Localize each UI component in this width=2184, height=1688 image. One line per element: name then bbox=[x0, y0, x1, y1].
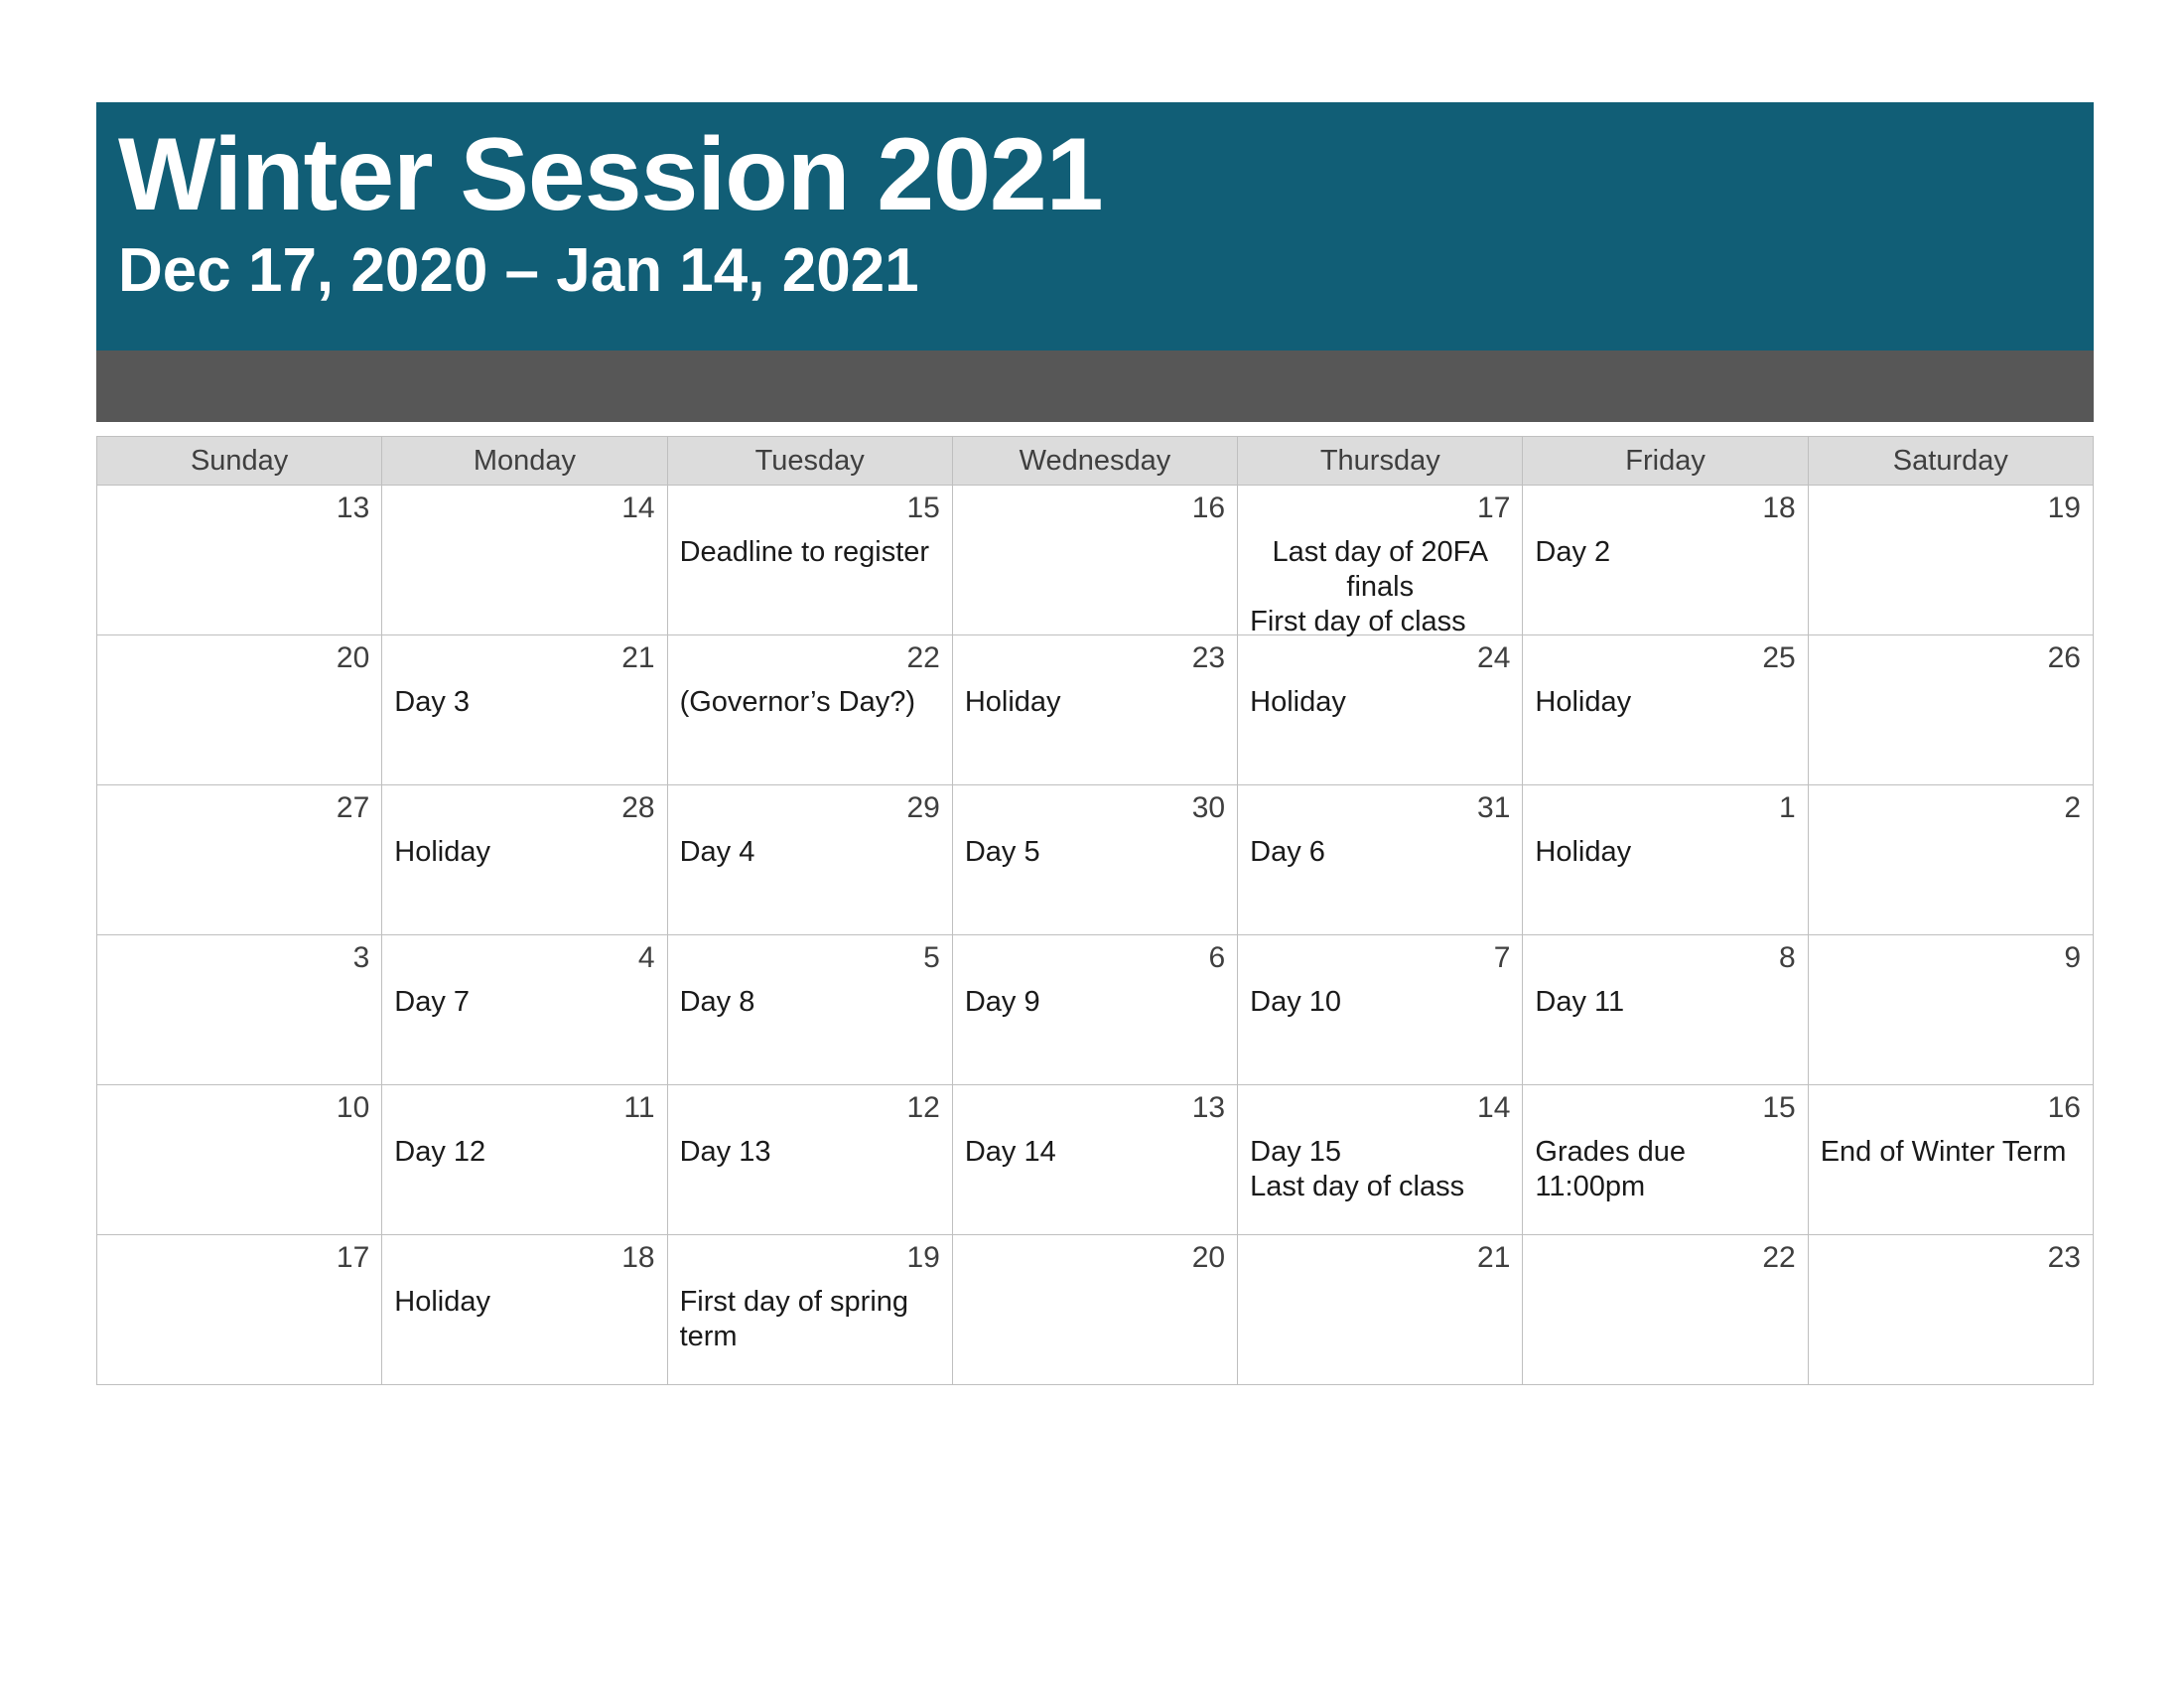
calendar-week-row bbox=[97, 1235, 2094, 1385]
day-number: 20 bbox=[1191, 1241, 1226, 1274]
day-cell-content bbox=[97, 486, 381, 634]
day-number: 12 bbox=[906, 1091, 940, 1124]
day-events bbox=[965, 1135, 1225, 1170]
day-number: 18 bbox=[621, 1241, 655, 1274]
calendar-day-cell[interactable] bbox=[1808, 1085, 2093, 1235]
event-text: Day 13 bbox=[679, 1136, 771, 1168]
day-number: 19 bbox=[2047, 492, 2081, 524]
day-cell-content bbox=[1523, 785, 1807, 934]
calendar-day-cell[interactable] bbox=[1238, 635, 1523, 785]
day-events bbox=[1250, 685, 1510, 720]
calendar-day-cell[interactable] bbox=[952, 935, 1237, 1085]
day-cell-content bbox=[1238, 785, 1522, 934]
day-number: 1 bbox=[1779, 791, 1796, 824]
day-cell-content bbox=[1238, 1235, 1522, 1384]
day-number: 9 bbox=[2064, 941, 2081, 974]
day-events bbox=[1250, 835, 1510, 870]
weekday-header-friday: Friday bbox=[1523, 437, 1808, 486]
day-number: 19 bbox=[906, 1241, 940, 1274]
calendar-day-cell[interactable] bbox=[1808, 486, 2093, 635]
calendar-day-cell[interactable] bbox=[667, 635, 952, 785]
day-events bbox=[394, 835, 654, 870]
day-cell-content bbox=[1523, 1085, 1807, 1234]
weekday-header-wednesday: Wednesday bbox=[952, 437, 1237, 486]
day-cell-content bbox=[953, 486, 1237, 634]
day-cell-content bbox=[953, 635, 1237, 784]
event-text: Day 3 bbox=[394, 686, 471, 718]
day-number: 15 bbox=[1762, 1091, 1796, 1124]
event-text: (Governor’s Day?) bbox=[679, 686, 916, 718]
event-text: Day 9 bbox=[964, 986, 1040, 1018]
calendar-week-row bbox=[97, 785, 2094, 935]
calendar-day-cell[interactable] bbox=[382, 486, 667, 635]
day-events bbox=[1535, 535, 1795, 570]
event-text: Day 15 bbox=[1250, 1136, 1342, 1168]
event-text: First day of spring term bbox=[679, 1286, 909, 1352]
title-banner bbox=[96, 102, 2094, 351]
date-range-subtitle: Dec 17, 2020 – Jan 14, 2021 bbox=[118, 236, 919, 306]
calendar-day-cell[interactable] bbox=[97, 1235, 382, 1385]
day-number: 7 bbox=[1493, 941, 1511, 974]
calendar-day-cell[interactable] bbox=[97, 935, 382, 1085]
day-events bbox=[965, 835, 1225, 870]
calendar-day-cell[interactable] bbox=[1808, 935, 2093, 1085]
day-cell-content bbox=[1809, 1235, 2093, 1384]
day-events bbox=[1821, 1135, 2081, 1170]
day-events bbox=[394, 1285, 654, 1320]
day-number: 18 bbox=[1762, 492, 1796, 524]
calendar-day-cell[interactable] bbox=[952, 635, 1237, 785]
day-cell-content bbox=[668, 1235, 952, 1384]
calendar-day-cell[interactable] bbox=[1808, 785, 2093, 935]
calendar-day-cell[interactable] bbox=[952, 1235, 1237, 1385]
day-number: 16 bbox=[2047, 1091, 2081, 1124]
calendar-day-cell[interactable] bbox=[667, 486, 952, 635]
day-cell-content bbox=[1523, 1235, 1807, 1384]
day-cell-content bbox=[953, 1085, 1237, 1234]
calendar-week-row bbox=[97, 635, 2094, 785]
calendar-day-cell[interactable] bbox=[1523, 1235, 1808, 1385]
day-events bbox=[394, 685, 654, 720]
day-number: 2 bbox=[2064, 791, 2081, 824]
day-cell-content bbox=[382, 785, 666, 934]
event-text: Day 10 bbox=[1250, 986, 1342, 1018]
calendar-day-cell[interactable] bbox=[667, 785, 952, 935]
day-cell-content bbox=[382, 1235, 666, 1384]
day-events bbox=[965, 685, 1225, 720]
calendar-day-cell[interactable] bbox=[1238, 486, 1523, 635]
day-cell-content bbox=[1238, 635, 1522, 784]
event-text: Last day of 20FA finals bbox=[1272, 536, 1489, 603]
day-events bbox=[394, 1135, 654, 1170]
day-cell-content bbox=[1809, 486, 2093, 634]
day-cell-content bbox=[1523, 635, 1807, 784]
day-number: 17 bbox=[336, 1241, 370, 1274]
day-number: 3 bbox=[352, 941, 370, 974]
day-cell-content bbox=[382, 935, 666, 1084]
day-number: 29 bbox=[906, 791, 940, 824]
event-text: Grades due 11:00pm bbox=[1535, 1136, 1686, 1202]
calendar-day-cell[interactable] bbox=[1808, 635, 2093, 785]
day-number: 22 bbox=[1762, 1241, 1796, 1274]
event-text: Day 8 bbox=[679, 986, 755, 1018]
day-events bbox=[1535, 1135, 1795, 1204]
day-cell-content bbox=[953, 785, 1237, 934]
calendar-day-cell[interactable] bbox=[1523, 785, 1808, 935]
day-cell-content bbox=[953, 1235, 1237, 1384]
day-cell-content bbox=[97, 1235, 381, 1384]
event-text: Day 2 bbox=[1535, 536, 1611, 568]
day-cell-content bbox=[1523, 935, 1807, 1084]
day-number: 14 bbox=[1477, 1091, 1511, 1124]
event-text: End of Winter Term bbox=[1820, 1136, 2067, 1168]
day-cell-content bbox=[382, 635, 666, 784]
event-text: Day 14 bbox=[964, 1136, 1056, 1168]
day-cell-content bbox=[1238, 486, 1522, 637]
weekday-header-row bbox=[97, 437, 2094, 486]
day-cell-content bbox=[97, 635, 381, 784]
day-number: 6 bbox=[1208, 941, 1226, 974]
calendar-week-row bbox=[97, 935, 2094, 1085]
day-number: 16 bbox=[1191, 492, 1226, 524]
calendar-week-row bbox=[97, 486, 2094, 635]
day-cell-content bbox=[97, 1085, 381, 1234]
day-number: 27 bbox=[336, 791, 370, 824]
day-cell-content bbox=[1809, 935, 2093, 1084]
day-cell-content bbox=[1809, 1085, 2093, 1234]
calendar-day-cell[interactable] bbox=[97, 1085, 382, 1235]
event-text: Day 12 bbox=[394, 1136, 486, 1168]
divider-bar bbox=[96, 351, 2094, 422]
day-events bbox=[1535, 835, 1795, 870]
day-number: 13 bbox=[1191, 1091, 1226, 1124]
calendar-day-cell[interactable] bbox=[382, 1085, 667, 1235]
event-text: Day 7 bbox=[394, 986, 471, 1018]
day-number: 10 bbox=[336, 1091, 370, 1124]
calendar-day-cell[interactable] bbox=[1523, 935, 1808, 1085]
calendar-day-cell[interactable] bbox=[382, 1235, 667, 1385]
day-number: 11 bbox=[623, 1091, 655, 1124]
event-text: Day 5 bbox=[964, 836, 1040, 868]
calendar-table bbox=[96, 436, 2094, 1385]
day-number: 28 bbox=[621, 791, 655, 824]
day-cell-content bbox=[1809, 785, 2093, 934]
event-text: Holiday bbox=[1535, 686, 1632, 718]
day-number: 21 bbox=[1477, 1241, 1511, 1274]
calendar-day-cell[interactable] bbox=[382, 635, 667, 785]
event-text: Last day of class bbox=[1250, 1170, 1465, 1202]
day-number: 21 bbox=[621, 641, 655, 674]
day-number: 26 bbox=[2047, 641, 2081, 674]
event-text: First day of class bbox=[1250, 605, 1466, 637]
day-cell-content bbox=[382, 486, 666, 634]
calendar-day-cell[interactable] bbox=[1238, 1085, 1523, 1235]
day-events bbox=[680, 535, 940, 570]
calendar-day-cell[interactable] bbox=[952, 1085, 1237, 1235]
calendar-week-row bbox=[97, 1085, 2094, 1235]
day-events bbox=[1250, 1135, 1510, 1204]
calendar-day-cell[interactable] bbox=[1523, 1085, 1808, 1235]
calendar-day-cell[interactable] bbox=[952, 486, 1237, 635]
day-cell-content bbox=[668, 635, 952, 784]
day-cell-content bbox=[668, 785, 952, 934]
day-number: 22 bbox=[906, 641, 940, 674]
day-cell-content bbox=[1238, 1085, 1522, 1234]
day-events bbox=[680, 985, 940, 1020]
weekday-header-monday: Monday bbox=[382, 437, 667, 486]
day-events bbox=[965, 985, 1225, 1020]
day-cell-content bbox=[668, 1085, 952, 1234]
day-number: 31 bbox=[1477, 791, 1511, 824]
calendar-day-cell[interactable] bbox=[1523, 486, 1808, 635]
calendar-day-cell[interactable] bbox=[1238, 935, 1523, 1085]
event-text: Holiday bbox=[1250, 686, 1346, 718]
event-text: Holiday bbox=[394, 1286, 490, 1318]
day-number: 20 bbox=[336, 641, 370, 674]
day-events bbox=[680, 1135, 940, 1170]
event-text: Holiday bbox=[1535, 836, 1632, 868]
calendar-day-cell[interactable] bbox=[1238, 1235, 1523, 1385]
day-events bbox=[394, 985, 654, 1020]
calendar-day-cell[interactable] bbox=[1808, 1235, 2093, 1385]
day-cell-content bbox=[382, 1085, 666, 1234]
day-events bbox=[1250, 535, 1510, 638]
day-number: 15 bbox=[906, 492, 940, 524]
event-text: Holiday bbox=[394, 836, 490, 868]
day-events bbox=[1250, 985, 1510, 1020]
day-number: 23 bbox=[1191, 641, 1226, 674]
day-cell-content bbox=[668, 486, 952, 634]
calendar-day-cell[interactable] bbox=[952, 785, 1237, 935]
event-text: Day 4 bbox=[679, 836, 755, 868]
calendar-day-cell[interactable] bbox=[667, 1085, 952, 1235]
day-number: 8 bbox=[1779, 941, 1796, 974]
day-events bbox=[680, 685, 940, 720]
day-number: 25 bbox=[1762, 641, 1796, 674]
day-number: 14 bbox=[621, 492, 655, 524]
day-cell-content bbox=[1809, 635, 2093, 784]
calendar-day-cell[interactable] bbox=[382, 935, 667, 1085]
day-number: 24 bbox=[1477, 641, 1511, 674]
day-cell-content bbox=[97, 785, 381, 934]
weekday-header-thursday: Thursday bbox=[1238, 437, 1523, 486]
weekday-header-sunday: Sunday bbox=[97, 437, 382, 486]
calendar-day-cell[interactable] bbox=[667, 1235, 952, 1385]
event-text: Day 6 bbox=[1250, 836, 1325, 868]
day-number: 13 bbox=[336, 492, 370, 524]
calendar-day-cell[interactable] bbox=[97, 635, 382, 785]
day-events bbox=[680, 1285, 940, 1354]
event-text: Deadline to register bbox=[679, 536, 930, 568]
day-number: 5 bbox=[923, 941, 940, 974]
day-number: 30 bbox=[1191, 791, 1226, 824]
calendar-day-cell[interactable] bbox=[1523, 635, 1808, 785]
day-number: 23 bbox=[2047, 1241, 2081, 1274]
day-number: 17 bbox=[1477, 492, 1511, 524]
day-cell-content bbox=[97, 935, 381, 1084]
day-cell-content bbox=[668, 935, 952, 1084]
page-title: Winter Session 2021 bbox=[118, 117, 1103, 232]
calendar-day-cell[interactable] bbox=[97, 486, 382, 635]
day-cell-content bbox=[1238, 935, 1522, 1084]
calendar-day-cell[interactable] bbox=[667, 935, 952, 1085]
day-cell-content bbox=[953, 935, 1237, 1084]
day-events bbox=[1535, 685, 1795, 720]
calendar-day-cell[interactable] bbox=[382, 785, 667, 935]
weekday-header-tuesday: Tuesday bbox=[667, 437, 952, 486]
calendar-day-cell[interactable] bbox=[1238, 785, 1523, 935]
day-number: 4 bbox=[637, 941, 655, 974]
event-text: Holiday bbox=[964, 686, 1061, 718]
event-text: Day 11 bbox=[1535, 986, 1625, 1018]
calendar-day-cell[interactable] bbox=[97, 785, 382, 935]
day-cell-content bbox=[1523, 486, 1807, 634]
day-events bbox=[1535, 985, 1795, 1020]
day-events bbox=[680, 835, 940, 870]
weekday-header-saturday: Saturday bbox=[1808, 437, 2093, 486]
